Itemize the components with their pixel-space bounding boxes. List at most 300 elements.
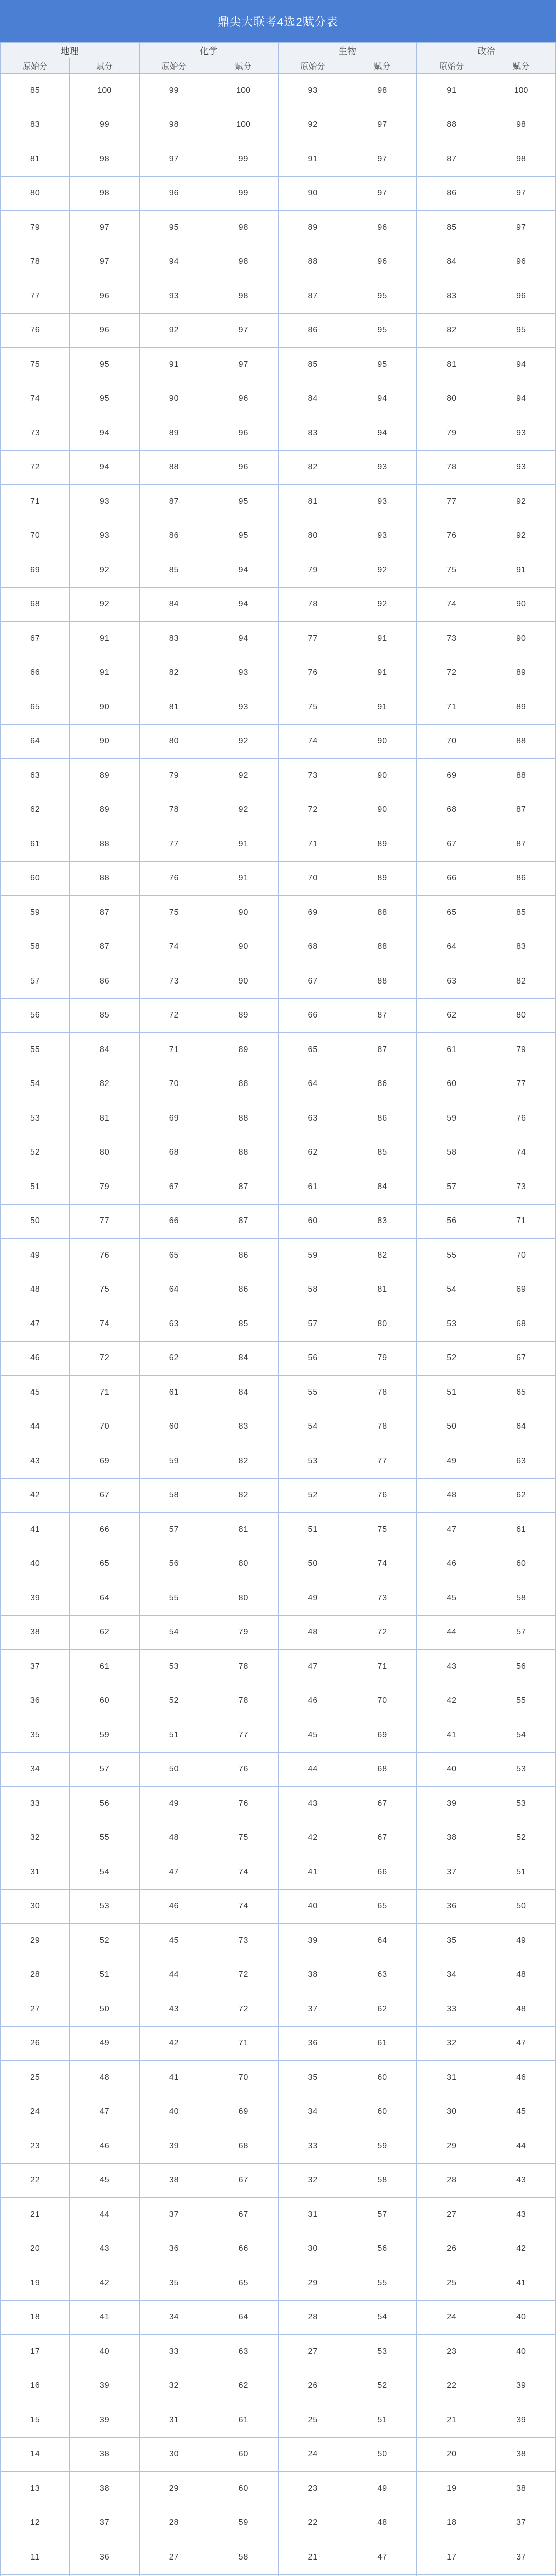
cell-geography-assigned: 45 bbox=[70, 2163, 139, 2198]
cell-geography-assigned: 48 bbox=[70, 2061, 139, 2095]
cell-chemistry-raw: 60 bbox=[139, 1410, 208, 1444]
cell-geography-raw: 50 bbox=[1, 1204, 70, 1239]
cell-politics-raw: 34 bbox=[417, 1958, 486, 1992]
cell-geography-raw: 29 bbox=[1, 1924, 70, 1958]
cell-chemistry-raw: 67 bbox=[139, 1170, 208, 1205]
cell-chemistry-assigned: 79 bbox=[208, 1615, 278, 1650]
cell-geography-assigned: 89 bbox=[70, 759, 139, 793]
cell-geography-raw: 59 bbox=[1, 896, 70, 930]
cell-chemistry-assigned: 67 bbox=[208, 2198, 278, 2232]
cell-politics-assigned: 69 bbox=[486, 1273, 556, 1307]
cell-biology-assigned: 57 bbox=[348, 2198, 417, 2232]
cell-chemistry-raw: 63 bbox=[139, 1307, 208, 1342]
col-header-assigned-score: 赋分 bbox=[348, 58, 417, 74]
cell-chemistry-assigned: 83 bbox=[208, 1410, 278, 1444]
cell-biology-assigned: 61 bbox=[348, 2026, 417, 2061]
cell-biology-assigned: 88 bbox=[348, 896, 417, 930]
cell-geography-assigned: 51 bbox=[70, 1958, 139, 1992]
cell-politics-assigned: 91 bbox=[486, 553, 556, 588]
cell-geography-assigned: 61 bbox=[70, 1650, 139, 1684]
cell-chemistry-assigned: 98 bbox=[208, 279, 278, 314]
cell-politics-raw: 69 bbox=[417, 759, 486, 793]
table-row bbox=[1, 1821, 556, 1855]
cell-chemistry-raw: 33 bbox=[139, 2335, 208, 2369]
cell-geography-assigned: 75 bbox=[70, 1273, 139, 1307]
col-header-raw-score: 原始分 bbox=[278, 58, 348, 74]
cell-geography-assigned: 72 bbox=[70, 1341, 139, 1376]
table-row bbox=[1, 2369, 556, 2403]
cell-biology-raw: 73 bbox=[278, 759, 348, 793]
cell-chemistry-assigned: 68 bbox=[208, 2129, 278, 2164]
cell-geography-assigned: 92 bbox=[70, 587, 139, 622]
cell-biology-assigned: 47 bbox=[348, 2540, 417, 2575]
cell-politics-raw: 74 bbox=[417, 587, 486, 622]
cell-biology-assigned: 98 bbox=[348, 74, 417, 108]
cell-chemistry-assigned: 100 bbox=[208, 74, 278, 108]
col-header-assigned-score: 赋分 bbox=[208, 58, 278, 74]
cell-chemistry-assigned: 96 bbox=[208, 450, 278, 485]
cell-biology-raw: 58 bbox=[278, 1273, 348, 1307]
cell-chemistry-assigned: 64 bbox=[208, 2300, 278, 2335]
cell-geography-raw: 42 bbox=[1, 1478, 70, 1513]
cell-politics-raw: 31 bbox=[417, 2061, 486, 2095]
cell-biology-raw: 21 bbox=[278, 2540, 348, 2575]
cell-politics-assigned: 77 bbox=[486, 1067, 556, 1101]
cell-chemistry-assigned: 93 bbox=[208, 690, 278, 725]
cell-geography-assigned: 87 bbox=[70, 930, 139, 964]
cell-politics-assigned: 52 bbox=[486, 1821, 556, 1855]
cell-politics-assigned: 37 bbox=[486, 2506, 556, 2540]
cell-geography-assigned: 88 bbox=[70, 827, 139, 862]
cell-geography-assigned: 91 bbox=[70, 656, 139, 690]
cell-politics-assigned: 38 bbox=[486, 2437, 556, 2472]
table-row bbox=[1, 519, 556, 553]
table-row bbox=[1, 2266, 556, 2301]
cell-chemistry-raw: 31 bbox=[139, 2403, 208, 2438]
cell-biology-assigned: 97 bbox=[348, 142, 417, 177]
cell-geography-assigned: 98 bbox=[70, 142, 139, 177]
cell-politics-raw: 81 bbox=[417, 348, 486, 382]
cell-biology-assigned: 88 bbox=[348, 964, 417, 999]
cell-geography-raw: 65 bbox=[1, 690, 70, 725]
cell-politics-assigned: 47 bbox=[486, 2026, 556, 2061]
cell-biology-raw: 45 bbox=[278, 1718, 348, 1753]
cell-biology-raw: 83 bbox=[278, 416, 348, 451]
table-row bbox=[1, 656, 556, 690]
cell-geography-assigned: 53 bbox=[70, 1889, 139, 1924]
cell-geography-raw: 44 bbox=[1, 1410, 70, 1444]
cell-politics-assigned: 79 bbox=[486, 1033, 556, 1067]
cell-biology-raw: 72 bbox=[278, 793, 348, 827]
cell-geography-assigned: 96 bbox=[70, 313, 139, 348]
cell-geography-assigned: 90 bbox=[70, 690, 139, 725]
cell-politics-assigned: 38 bbox=[486, 2472, 556, 2506]
cell-chemistry-assigned: 60 bbox=[208, 2472, 278, 2506]
cell-chemistry-raw: 79 bbox=[139, 759, 208, 793]
table-row bbox=[1, 1958, 556, 1992]
cell-biology-assigned: 51 bbox=[348, 2403, 417, 2438]
cell-chemistry-assigned: 74 bbox=[208, 1889, 278, 1924]
score-conversion-table bbox=[0, 42, 556, 2576]
cell-politics-raw: 76 bbox=[417, 519, 486, 553]
cell-chemistry-raw: 72 bbox=[139, 998, 208, 1033]
table-row bbox=[1, 1547, 556, 1581]
cell-politics-assigned: 80 bbox=[486, 998, 556, 1033]
cell-politics-assigned: 42 bbox=[486, 2232, 556, 2266]
cell-biology-assigned: 78 bbox=[348, 1410, 417, 1444]
table-row bbox=[1, 2540, 556, 2575]
subject-header-biology: 生物 bbox=[278, 43, 417, 58]
cell-geography-raw: 14 bbox=[1, 2437, 70, 2472]
cell-biology-raw: 88 bbox=[278, 245, 348, 279]
cell-chemistry-assigned: 94 bbox=[208, 587, 278, 622]
table-row bbox=[1, 245, 556, 279]
cell-biology-assigned: 84 bbox=[348, 1170, 417, 1205]
cell-geography-raw: 78 bbox=[1, 245, 70, 279]
cell-politics-assigned: 49 bbox=[486, 1924, 556, 1958]
cell-biology-assigned: 52 bbox=[348, 2369, 417, 2403]
cell-biology-raw: 75 bbox=[278, 690, 348, 725]
cell-politics-assigned: 88 bbox=[486, 724, 556, 759]
cell-geography-assigned: 57 bbox=[70, 1752, 139, 1787]
table-row bbox=[1, 1513, 556, 1547]
cell-politics-assigned: 89 bbox=[486, 656, 556, 690]
cell-biology-assigned: 69 bbox=[348, 1718, 417, 1753]
cell-politics-raw: 60 bbox=[417, 1067, 486, 1101]
cell-biology-assigned: 74 bbox=[348, 1547, 417, 1581]
cell-chemistry-raw: 62 bbox=[139, 1341, 208, 1376]
cell-politics-assigned: 83 bbox=[486, 930, 556, 964]
cell-chemistry-assigned: 84 bbox=[208, 1376, 278, 1410]
cell-politics-raw: 54 bbox=[417, 1273, 486, 1307]
cell-biology-assigned: 73 bbox=[348, 1581, 417, 1616]
cell-chemistry-assigned: 100 bbox=[208, 108, 278, 142]
cell-politics-raw: 20 bbox=[417, 2437, 486, 2472]
table-row bbox=[1, 1033, 556, 1067]
cell-politics-raw: 73 bbox=[417, 622, 486, 656]
cell-chemistry-raw: 76 bbox=[139, 861, 208, 896]
cell-biology-raw: 44 bbox=[278, 1752, 348, 1787]
cell-biology-raw: 76 bbox=[278, 656, 348, 690]
table-row bbox=[1, 2061, 556, 2095]
cell-biology-assigned: 90 bbox=[348, 724, 417, 759]
cell-geography-assigned: 70 bbox=[70, 1410, 139, 1444]
cell-politics-assigned: 44 bbox=[486, 2129, 556, 2164]
cell-chemistry-raw: 82 bbox=[139, 656, 208, 690]
cell-chemistry-raw: 87 bbox=[139, 485, 208, 519]
cell-politics-assigned: 62 bbox=[486, 1478, 556, 1513]
cell-geography-raw: 62 bbox=[1, 793, 70, 827]
cell-geography-raw: 74 bbox=[1, 382, 70, 416]
cell-politics-raw: 50 bbox=[417, 1410, 486, 1444]
cell-biology-assigned: 96 bbox=[348, 245, 417, 279]
cell-geography-raw: 46 bbox=[1, 1341, 70, 1376]
subject-header-geography: 地理 bbox=[1, 43, 140, 58]
cell-biology-assigned: 60 bbox=[348, 2095, 417, 2129]
table-row bbox=[1, 1855, 556, 1890]
cell-biology-raw: 26 bbox=[278, 2369, 348, 2403]
cell-biology-raw: 61 bbox=[278, 1170, 348, 1205]
cell-chemistry-raw: 49 bbox=[139, 1787, 208, 1821]
cell-geography-raw: 28 bbox=[1, 1958, 70, 1992]
cell-biology-raw: 56 bbox=[278, 1341, 348, 1376]
table-row bbox=[1, 998, 556, 1033]
table-row bbox=[1, 142, 556, 177]
cell-politics-assigned: 43 bbox=[486, 2198, 556, 2232]
cell-politics-assigned: 71 bbox=[486, 1204, 556, 1239]
cell-biology-assigned: 63 bbox=[348, 1958, 417, 1992]
cell-chemistry-assigned: 82 bbox=[208, 1478, 278, 1513]
cell-biology-assigned: 97 bbox=[348, 176, 417, 211]
cell-biology-assigned: 55 bbox=[348, 2266, 417, 2301]
cell-politics-raw: 47 bbox=[417, 1513, 486, 1547]
cell-geography-assigned: 60 bbox=[70, 1684, 139, 1718]
cell-biology-assigned: 95 bbox=[348, 279, 417, 314]
cell-politics-raw: 72 bbox=[417, 656, 486, 690]
cell-geography-raw: 56 bbox=[1, 998, 70, 1033]
cell-biology-assigned: 60 bbox=[348, 2061, 417, 2095]
cell-chemistry-assigned: 74 bbox=[208, 1855, 278, 1890]
cell-politics-assigned: 90 bbox=[486, 622, 556, 656]
table-row bbox=[1, 622, 556, 656]
cell-chemistry-raw: 55 bbox=[139, 1581, 208, 1616]
cell-biology-raw: 31 bbox=[278, 2198, 348, 2232]
cell-politics-raw: 66 bbox=[417, 861, 486, 896]
cell-politics-raw: 45 bbox=[417, 1581, 486, 1616]
cell-chemistry-assigned: 91 bbox=[208, 827, 278, 862]
col-header-assigned-score: 赋分 bbox=[486, 58, 556, 74]
cell-politics-raw: 55 bbox=[417, 1239, 486, 1273]
cell-biology-assigned: 64 bbox=[348, 1924, 417, 1958]
cell-geography-raw: 72 bbox=[1, 450, 70, 485]
cell-politics-raw: 44 bbox=[417, 1615, 486, 1650]
cell-chemistry-assigned: 99 bbox=[208, 142, 278, 177]
table-row bbox=[1, 279, 556, 314]
cell-geography-assigned: 91 bbox=[70, 622, 139, 656]
cell-chemistry-assigned: 73 bbox=[208, 1924, 278, 1958]
cell-politics-assigned: 46 bbox=[486, 2061, 556, 2095]
cell-chemistry-raw: 44 bbox=[139, 1958, 208, 1992]
cell-geography-raw: 31 bbox=[1, 1855, 70, 1890]
cell-biology-assigned: 87 bbox=[348, 1033, 417, 1067]
cell-geography-assigned: 86 bbox=[70, 964, 139, 999]
cell-chemistry-raw: 90 bbox=[139, 382, 208, 416]
cell-biology-raw: 35 bbox=[278, 2061, 348, 2095]
cell-chemistry-assigned: 76 bbox=[208, 1787, 278, 1821]
cell-politics-raw: 77 bbox=[417, 485, 486, 519]
cell-geography-raw: 20 bbox=[1, 2232, 70, 2266]
cell-geography-assigned: 81 bbox=[70, 1101, 139, 1136]
cell-geography-assigned: 36 bbox=[70, 2540, 139, 2575]
cell-biology-raw: 85 bbox=[278, 348, 348, 382]
cell-biology-assigned: 67 bbox=[348, 1787, 417, 1821]
cell-biology-assigned: 77 bbox=[348, 1444, 417, 1479]
cell-chemistry-assigned: 96 bbox=[208, 382, 278, 416]
table-row bbox=[1, 1101, 556, 1136]
table-row bbox=[1, 1581, 556, 1616]
cell-politics-assigned: 39 bbox=[486, 2403, 556, 2438]
cell-biology-raw: 22 bbox=[278, 2506, 348, 2540]
cell-politics-raw: 91 bbox=[417, 74, 486, 108]
cell-chemistry-raw: 66 bbox=[139, 1204, 208, 1239]
cell-geography-assigned: 62 bbox=[70, 1615, 139, 1650]
cell-chemistry-assigned: 97 bbox=[208, 348, 278, 382]
cell-geography-assigned: 39 bbox=[70, 2369, 139, 2403]
cell-chemistry-raw: 98 bbox=[139, 108, 208, 142]
cell-biology-assigned: 92 bbox=[348, 587, 417, 622]
cell-chemistry-raw: 69 bbox=[139, 1101, 208, 1136]
table-row bbox=[1, 587, 556, 622]
cell-chemistry-assigned: 88 bbox=[208, 1067, 278, 1101]
cell-biology-raw: 93 bbox=[278, 74, 348, 108]
cell-biology-raw: 81 bbox=[278, 485, 348, 519]
cell-geography-raw: 61 bbox=[1, 827, 70, 862]
cell-biology-raw: 89 bbox=[278, 211, 348, 245]
cell-biology-raw: 28 bbox=[278, 2300, 348, 2335]
cell-geography-assigned: 46 bbox=[70, 2129, 139, 2164]
cell-politics-raw: 64 bbox=[417, 930, 486, 964]
cell-politics-assigned: 90 bbox=[486, 587, 556, 622]
table-row bbox=[1, 2472, 556, 2506]
cell-chemistry-raw: 61 bbox=[139, 1376, 208, 1410]
cell-chemistry-assigned: 90 bbox=[208, 930, 278, 964]
cell-geography-assigned: 55 bbox=[70, 1821, 139, 1855]
cell-politics-raw: 35 bbox=[417, 1924, 486, 1958]
cell-politics-raw: 17 bbox=[417, 2540, 486, 2575]
table-row bbox=[1, 1410, 556, 1444]
cell-geography-raw: 54 bbox=[1, 1067, 70, 1101]
cell-biology-raw: 80 bbox=[278, 519, 348, 553]
cell-geography-assigned: 98 bbox=[70, 176, 139, 211]
cell-chemistry-assigned: 93 bbox=[208, 656, 278, 690]
cell-geography-raw: 33 bbox=[1, 1787, 70, 1821]
table-row bbox=[1, 896, 556, 930]
cell-geography-assigned: 65 bbox=[70, 1547, 139, 1581]
cell-biology-assigned: 91 bbox=[348, 690, 417, 725]
cell-geography-assigned: 41 bbox=[70, 2300, 139, 2335]
table-row bbox=[1, 416, 556, 451]
cell-politics-assigned: 48 bbox=[486, 1992, 556, 2027]
cell-politics-assigned: 68 bbox=[486, 1307, 556, 1342]
table-row bbox=[1, 211, 556, 245]
cell-geography-assigned: 37 bbox=[70, 2506, 139, 2540]
cell-geography-raw: 64 bbox=[1, 724, 70, 759]
cell-biology-assigned: 54 bbox=[348, 2300, 417, 2335]
cell-geography-raw: 75 bbox=[1, 348, 70, 382]
cell-chemistry-raw: 97 bbox=[139, 142, 208, 177]
cell-geography-assigned: 56 bbox=[70, 1787, 139, 1821]
cell-geography-raw: 15 bbox=[1, 2403, 70, 2438]
cell-politics-raw: 32 bbox=[417, 2026, 486, 2061]
cell-chemistry-assigned: 92 bbox=[208, 724, 278, 759]
cell-chemistry-assigned: 61 bbox=[208, 2403, 278, 2438]
cell-biology-raw: 38 bbox=[278, 1958, 348, 1992]
cell-chemistry-raw: 96 bbox=[139, 176, 208, 211]
table-row bbox=[1, 1992, 556, 2027]
cell-politics-raw: 57 bbox=[417, 1170, 486, 1205]
cell-chemistry-raw: 77 bbox=[139, 827, 208, 862]
cell-politics-raw: 38 bbox=[417, 1821, 486, 1855]
cell-biology-raw: 86 bbox=[278, 313, 348, 348]
cell-biology-raw: 43 bbox=[278, 1787, 348, 1821]
cell-biology-raw: 29 bbox=[278, 2266, 348, 2301]
cell-geography-raw: 81 bbox=[1, 142, 70, 177]
cell-geography-raw: 19 bbox=[1, 2266, 70, 2301]
cell-politics-assigned: 100 bbox=[486, 74, 556, 108]
cell-politics-raw: 24 bbox=[417, 2300, 486, 2335]
cell-chemistry-assigned: 85 bbox=[208, 1307, 278, 1342]
cell-chemistry-raw: 74 bbox=[139, 930, 208, 964]
table-row bbox=[1, 724, 556, 759]
cell-politics-assigned: 54 bbox=[486, 1718, 556, 1753]
cell-biology-assigned: 96 bbox=[348, 211, 417, 245]
cell-chemistry-assigned: 87 bbox=[208, 1170, 278, 1205]
cell-biology-raw: 79 bbox=[278, 553, 348, 588]
cell-politics-raw: 51 bbox=[417, 1376, 486, 1410]
cell-geography-raw: 41 bbox=[1, 1513, 70, 1547]
cell-chemistry-raw: 91 bbox=[139, 348, 208, 382]
col-header-raw-score: 原始分 bbox=[1, 58, 70, 74]
cell-politics-assigned: 98 bbox=[486, 108, 556, 142]
table-row bbox=[1, 1239, 556, 1273]
cell-politics-raw: 79 bbox=[417, 416, 486, 451]
cell-geography-raw: 47 bbox=[1, 1307, 70, 1342]
table-row bbox=[1, 861, 556, 896]
cell-chemistry-assigned: 88 bbox=[208, 1136, 278, 1170]
cell-politics-assigned: 45 bbox=[486, 2095, 556, 2129]
cell-chemistry-assigned: 69 bbox=[208, 2095, 278, 2129]
cell-politics-raw: 30 bbox=[417, 2095, 486, 2129]
cell-geography-raw: 40 bbox=[1, 1547, 70, 1581]
cell-chemistry-raw: 28 bbox=[139, 2506, 208, 2540]
cell-geography-raw: 76 bbox=[1, 313, 70, 348]
cell-biology-assigned: 49 bbox=[348, 2472, 417, 2506]
cell-biology-raw: 30 bbox=[278, 2232, 348, 2266]
cell-politics-raw: 29 bbox=[417, 2129, 486, 2164]
cell-biology-raw: 39 bbox=[278, 1924, 348, 1958]
cell-biology-assigned: 88 bbox=[348, 930, 417, 964]
cell-politics-raw: 83 bbox=[417, 279, 486, 314]
cell-geography-raw: 37 bbox=[1, 1650, 70, 1684]
cell-biology-assigned: 70 bbox=[348, 1684, 417, 1718]
cell-politics-assigned: 87 bbox=[486, 793, 556, 827]
cell-politics-assigned: 98 bbox=[486, 142, 556, 177]
cell-politics-raw: 33 bbox=[417, 1992, 486, 2027]
cell-geography-raw: 17 bbox=[1, 2335, 70, 2369]
cell-biology-raw: 74 bbox=[278, 724, 348, 759]
cell-chemistry-assigned: 66 bbox=[208, 2232, 278, 2266]
cell-geography-assigned: 54 bbox=[70, 1855, 139, 1890]
cell-biology-assigned: 92 bbox=[348, 553, 417, 588]
cell-chemistry-assigned: 60 bbox=[208, 2437, 278, 2472]
cell-politics-assigned: 58 bbox=[486, 1581, 556, 1616]
table-row bbox=[1, 553, 556, 588]
table-row bbox=[1, 382, 556, 416]
cell-geography-assigned: 93 bbox=[70, 485, 139, 519]
cell-chemistry-assigned: 76 bbox=[208, 1752, 278, 1787]
cell-chemistry-assigned: 75 bbox=[208, 1821, 278, 1855]
table-row bbox=[1, 1924, 556, 1958]
cell-geography-assigned: 96 bbox=[70, 279, 139, 314]
cell-chemistry-assigned: 91 bbox=[208, 861, 278, 896]
table-row bbox=[1, 759, 556, 793]
cell-biology-assigned: 62 bbox=[348, 1992, 417, 2027]
cell-chemistry-assigned: 59 bbox=[208, 2506, 278, 2540]
table-row bbox=[1, 1718, 556, 1753]
cell-geography-assigned: 95 bbox=[70, 382, 139, 416]
cell-chemistry-raw: 51 bbox=[139, 1718, 208, 1753]
cell-biology-assigned: 75 bbox=[348, 1513, 417, 1547]
